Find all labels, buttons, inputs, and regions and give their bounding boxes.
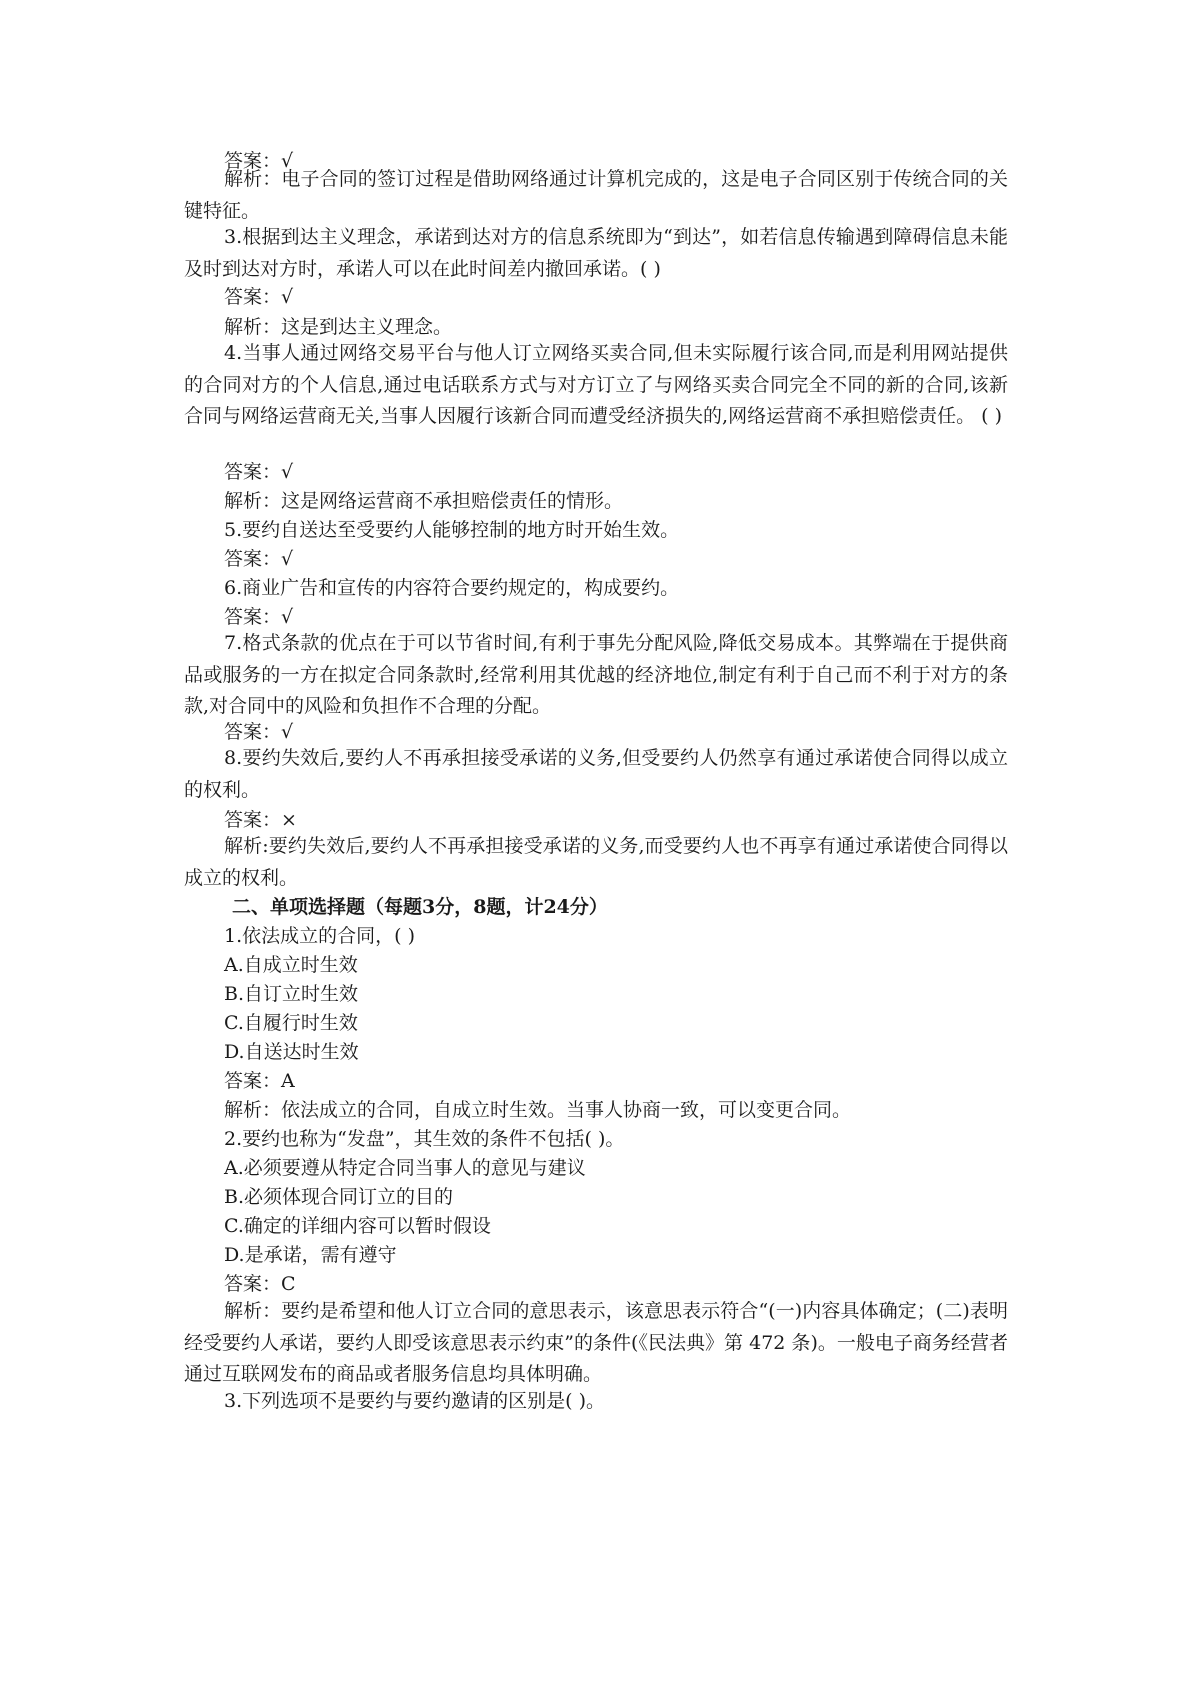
answer-line: 答案：C — [224, 1273, 296, 1295]
explanation-paragraph: 解析：要约是希望和他人订立合同的意思表示，该意思表示符合“(一)内容具体确定；(二)表明经受要约人承诺，要约人即受该意思表示约束”的条件(《民法典》第 472 条)。一般电子商务经营者通过互联网发布的商品或者服务信息均具体明确。 — [184, 1300, 1008, 1385]
option-c: C.确定的详细内容可以暂时假设 — [224, 1215, 491, 1237]
option-b: B.必须体现合同订立的目的 — [224, 1186, 454, 1208]
question-7-paragraph: 7.格式条款的优点在于可以节省时间,有利于事先分配风险,降低交易成本。其弊端在于提供商品或服务的一方在拟定合同条款时,经常利用其优越的经济地位,制定有利于自己而不利于对方的条款,对合同中的风险和负担作不合理的分配。 — [184, 632, 1008, 717]
option-b: B.自订立时生效 — [224, 983, 359, 1005]
explanation-line: 解析：这是到达主义理念。 — [224, 316, 453, 338]
answer-line: 答案：× — [224, 809, 297, 831]
question-3-paragraph: 3.根据到达主义理念，承诺到达对方的信息系统即为“到达”，如若信息传输遇到障碍信息未能及时到达对方时，承诺人可以在此时间差内撤回承诺。( ) — [184, 226, 1008, 280]
explanation-paragraph: 解析:要约失效后,要约人不再承担接受承诺的义务,而受要约人也不再享有通过承诺使合同得以成立的权利。 — [184, 835, 1008, 889]
option-c: C.自履行时生效 — [224, 1012, 358, 1034]
option-a: A.自成立时生效 — [224, 954, 358, 976]
option-d: D.是承诺，需有遵守 — [224, 1244, 397, 1266]
section-heading: 二、单项选择题（每题3分，8题，计24分） — [232, 896, 608, 918]
mc-question-3: 3.下列选项不是要约与要约邀请的区别是( )。 — [224, 1390, 605, 1412]
answer-line: 答案：√ — [224, 721, 294, 743]
question-8-paragraph: 8.要约失效后,要约人不再承担接受承诺的义务,但受要约人仍然享有通过承诺使合同得以成立的权利。 — [184, 747, 1008, 801]
answer-line: 答案：√ — [224, 461, 294, 483]
explanation-paragraph: 解析：电子合同的签订过程是借助网络通过计算机完成的，这是电子合同区别于传统合同的关键特征。 — [184, 168, 1008, 222]
question-5-line: 5.要约自送达至受要约人能够控制的地方时开始生效。 — [224, 519, 680, 541]
option-d: D.自送达时生效 — [224, 1041, 359, 1063]
answer-line: 答案：√ — [224, 606, 294, 628]
explanation-line: 解析：依法成立的合同，自成立时生效。当事人协商一致，可以变更合同。 — [224, 1099, 852, 1121]
question-6-line: 6.商业广告和宣传的内容符合要约规定的，构成要约。 — [224, 577, 680, 599]
question-4-paragraph: 4.当事人通过网络交易平台与他人订立网络买卖合同,但未实际履行该合同,而是利用网站提供的合同对方的个人信息,通过电话联系方式与对方订立了与网络买卖合同完全不同的新的合同,该新合同与网络运营商无关,当事人因履行该新合同而遭受经济损失的,网络运营商不承担赔偿责任。 ( ) — [184, 342, 1008, 427]
option-a: A.必须要遵从特定合同当事人的意见与建议 — [224, 1157, 586, 1179]
mc-question-2: 2.要约也称为“发盘”，其生效的条件不包括( )。 — [224, 1128, 625, 1150]
mc-question-1: 1.依法成立的合同，( ) — [224, 925, 415, 947]
answer-line: 答案：√ — [224, 548, 294, 570]
answer-line: 答案：√ — [224, 150, 294, 172]
explanation-line: 解析：这是网络运营商不承担赔偿责任的情形。 — [224, 490, 624, 512]
answer-line: 答案：A — [224, 1070, 295, 1092]
answer-line: 答案：√ — [224, 286, 294, 308]
